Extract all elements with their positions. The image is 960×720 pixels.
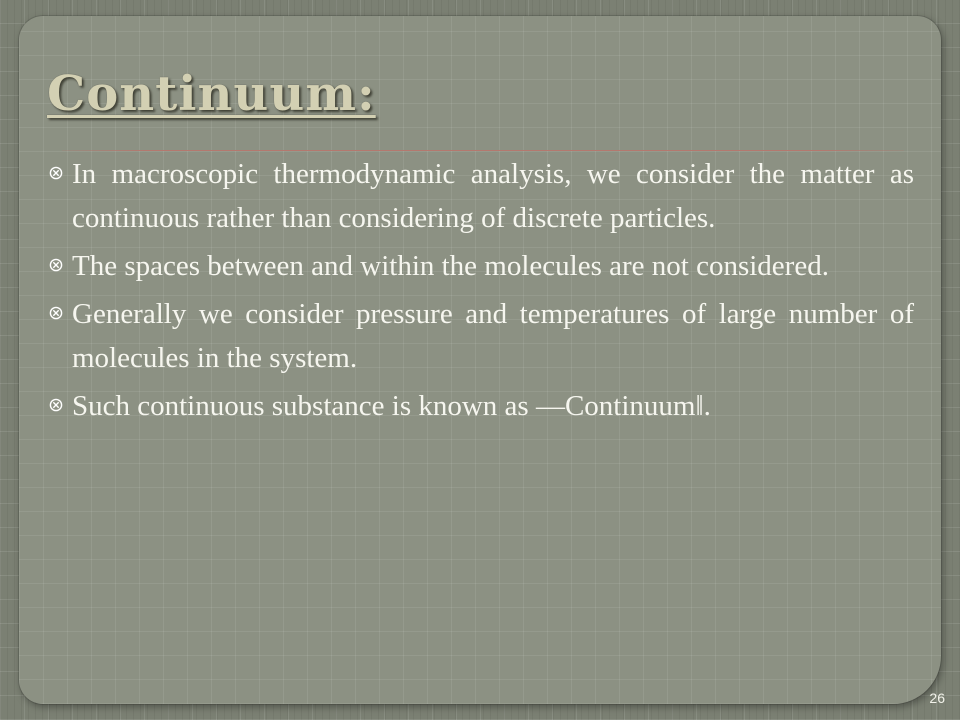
bullet-text: Generally we consider pressure and temperatures of large number of molecules in the system. [72, 298, 914, 374]
circled-cross-bullet-icon [49, 166, 63, 180]
circled-cross-bullet-icon [49, 306, 63, 320]
circled-cross-bullet-icon [49, 398, 63, 412]
circled-cross-bullet-icon [49, 258, 63, 272]
slide-title: Continuum: [47, 66, 376, 122]
bullet-item [44, 244, 914, 288]
bullet-text: Such continuous substance is known as ―Continuum‖. [72, 390, 711, 422]
bullet-item [44, 384, 914, 428]
bullet-text: The spaces between and within the molecules are not considered. [72, 250, 829, 282]
bullet-list [44, 148, 914, 428]
page-number: 26 [929, 690, 945, 706]
bullet-item [44, 152, 914, 240]
bullet-item [44, 292, 914, 380]
bullet-text: In macroscopic thermodynamic analysis, we consider the matter as continuous rather than considering of discrete particles. [72, 158, 914, 234]
